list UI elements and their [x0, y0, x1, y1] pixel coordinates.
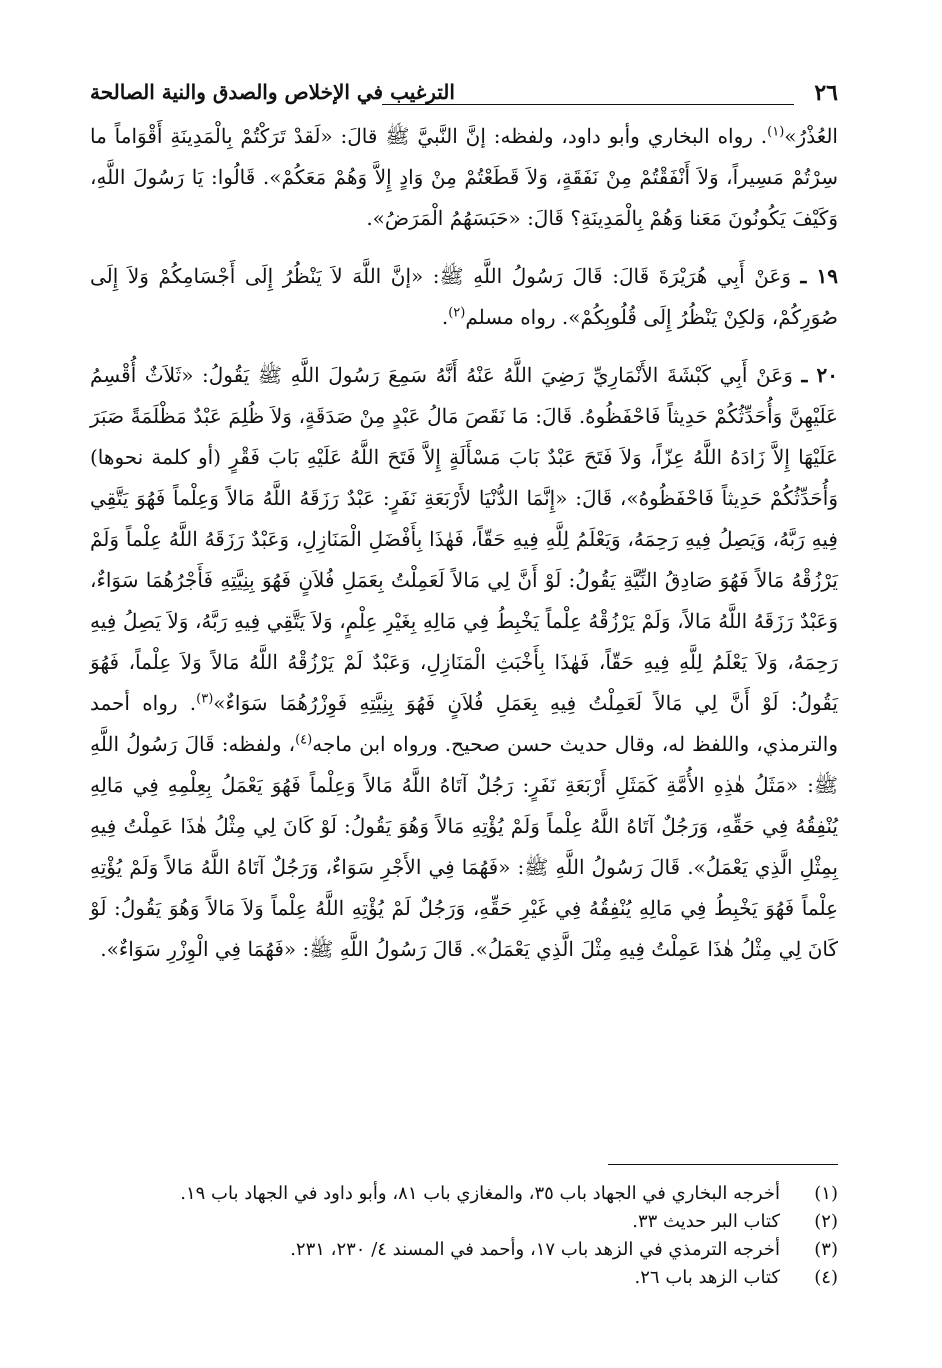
footnote-text: أخرجه الترمذي في الزهد باب ١٧، وأحمد في المسند ٤/ ٢٣٠، ٢٣١. [290, 1239, 780, 1260]
paragraph-text: ، ولفظه: قَالَ رَسُولُ اللَّهِ ﷺ: «مَثَلُ هٰذِهِ الأُمَّةِ كَمَثَلِ أَرْبَعَةِ نَفَرٍ: رَجُلٌ آتَاهُ اللَّهُ مَالاً وَعِلْماً فَهُوَ يَعْمَلُ بِعِلْمِهِ فِي مَالِهِ يُنْفِقُهُ فِي حَقِّهِ، وَرَجُلٌ آتَاهُ اللَّهُ عِلْماً وَلَمْ يُؤْتِهِ مَالاً وَهُوَ يَقُولُ: لَوْ كَانَ لِي مِثْلُ هٰذَا عَمِلْتُ فِيهِ بِمِثْلِ الَّذِي يَعْمَلُ». قَالَ رَسُولُ اللَّهِ ﷺ: «فَهُمَا فِي الأَجْرِ سَوَاءٌ، وَرَجُلٌ آتَاهُ اللَّهُ مَالاً وَلَمْ يُؤْتِهِ عِلْماً فَهُوَ يَخْبِطُ فِي مَالِهِ يُنْفِقُهُ فِي غَيْرِ حَقِّهِ، وَرَجُلٌ لَمْ يُؤْتِهِ اللَّهُ عِلْماً وَلاَ مَالاً وَهُوَ يَقُولُ: لَوْ كَانَ لِي مِثْلُ هٰذَا عَمِلْتُ فِيهِ مِثْلَ الَّذِي يَعْمَلُ». قَالَ رَسُولُ اللَّهِ ﷺ: «فَهُمَا فِي الْوِزْرِ سَوَاءٌ». [90, 732, 838, 961]
paragraph-text: . رواه أحمد والترمذي، واللفظ له، وقال حديث حسن صحيح. ورواه ابن ماجه [90, 691, 838, 756]
footnote [90, 1236, 838, 1264]
paragraph-text: وَعَنْ أَبِي كَبْشَةَ الأَنْمَارِيِّ رَضِيَ اللَّهُ عَنْهُ أَنَّهُ سَمِعَ رَسُولَ اللَّهِ ﷺ يَقُولُ: «ثَلاَثٌ أُقْسِمُ عَلَيْهِنَّ وَأُحَدِّثُكُمْ حَدِيثاً فَاحْفَظُوهُ. قَالَ: مَا نَقَصَ مَالُ عَبْدٍ مِنْ صَدَقَةٍ، وَلاَ ظُلِمَ عَبْدٌ مَظْلَمَةً صَبَرَ عَلَيْهَا إِلاَّ زَادَهُ اللَّهُ عِزّاً، وَلاَ فَتَحَ عَبْدٌ بَابَ مَسْأَلَةٍ إِلاَّ فَتَحَ اللَّهُ عَلَيْهِ بَابَ فَقْرٍ (أو كلمة نحوها) وَأُحَدِّثُكُمْ حَدِيثاً فَاحْفَظُوهُ»، قَالَ: «إِنَّمَا الدُّنْيَا لأَرْبَعَةِ نَفَرٍ: عَبْدٌ رَزَقَهُ اللَّهُ مَالاً وَعِلْماً فَهُوَ يَتَّقِي فِيهِ رَبَّهُ، وَيَصِلُ فِيهِ رَحِمَهُ، وَيَعْلَمُ لِلَّهِ فِيهِ حَقّاً، فَهٰذَا بِأَفْضَلِ الْمَنَازِلِ، وَعَبْدٌ رَزَقَهُ اللَّهُ عِلْماً وَلَمْ يَرْزُقْهُ مَالاً فَهُوَ صَادِقُ النِّيَّةِ يَقُولُ: لَوْ أَنَّ لِي مَالاً لَعَمِلْتُ بِعَمَلِ فُلاَنٍ فَهُوَ بِنِيَّتِهِ فَأَجْرُهُمَا سَوَاءٌ، وَعَبْدٌ رَزَقَهُ اللَّهُ مَالاً، وَلَمْ يَرْزُقْهُ عِلْماً يَخْبِطُ فِي مَالِهِ بِغَيْرِ عِلْمٍ، وَلاَ يَتَّقِي فِيهِ رَبَّهُ، وَلاَ يَصِلُ فِيهِ رَحِمَهُ، وَلاَ يَعْلَمُ لِلَّهِ فِيهِ حَقّاً، فَهٰذَا بِأَخْبَثِ الْمَنَازِلِ، وَعَبْدٌ لَمْ يَرْزُقْهُ اللَّهُ مَالاً وَلاَ عِلْماً، فَهُوَ يَقُولُ: لَوْ أَنَّ لِي مَالاً لَعَمِلْتُ فِيهِ بِعَمَلِ فُلاَنٍ فَهُوَ بِنِيَّتِهِ فَوِزْرُهُمَا سَوَاءٌ» [90, 363, 838, 715]
book-page [90, 72, 838, 1332]
hadith-19 [90, 256, 838, 338]
footnote-number: (١) [814, 1183, 838, 1204]
footnote-text: كتاب البر حديث ٣٣. [632, 1211, 780, 1232]
footnote-ref: (٤) [295, 732, 313, 748]
footnote [90, 1180, 838, 1208]
footnote-number: (٢) [814, 1211, 838, 1232]
footnotes [90, 1180, 838, 1292]
footnote [90, 1208, 838, 1236]
body-text [90, 116, 838, 970]
footnote-ref: (٢) [448, 305, 466, 321]
paragraph-text: . [441, 305, 449, 329]
running-head [90, 72, 838, 116]
footnote-ref: (٣) [196, 691, 214, 707]
chapter-title: الترغيب في الإخلاص والصدق والنية الصالحة [90, 80, 455, 104]
footnote-text: أخرجه البخاري في الجهاد باب ٣٥، والمغازي باب ٨١، وأبو داود في الجهاد باب ١٩. [180, 1183, 780, 1204]
hadith-number: ٢٠ ـ [801, 363, 838, 387]
footnote [90, 1264, 838, 1292]
footnote-number: (٤) [814, 1267, 838, 1288]
header-rule [382, 104, 794, 105]
paragraph-text: . رواه البخاري وأبو داود، ولفظه: إنَّ النَّبيَّ ﷺ قالَ: «لَقدْ تَرَكْتُمْ بِالْمَدِينَةِ أَقْوَاماً ما سِرْتُمْ مَسِيراً، وَلاَ أَنْفَقْتُمْ مِنْ نَفَقَةٍ، وَلاَ قَطَعْتُمْ مِنْ وَادٍ إِلاَّ وَهُمْ مَعَكُمْ». قَالُوا: يَا رَسُولَ اللَّهِ، وَكَيْفَ يَكُونُونَ مَعَنا وَهُمْ بِالْمَدِينَةِ؟ قَالَ: «حَبَسَهُمُ الْمَرَضُ». [90, 124, 838, 230]
footnote-ref: (١) [767, 124, 785, 140]
footnote-separator [608, 1164, 838, 1165]
footnote-number: (٣) [814, 1239, 838, 1260]
hadith-number: ١٩ ـ [800, 264, 839, 288]
footnote-text: كتاب الزهد باب ٢٦. [634, 1267, 780, 1288]
page-number: ٢٦ [814, 80, 838, 106]
paragraph-continuation [90, 116, 838, 239]
paragraph-text: وَعَنْ أَبِي هُرَيْرَةَ قَالَ: قَالَ رَسُولُ اللَّهِ ﷺ: «إنَّ اللَّهَ لاَ يَنْظُرُ إِلَى أَجْسَامِكُمْ وَلاَ إِلَى صُوَرِكُمْ، وَلكِنْ يَنْظُرُ إِلَى قُلُوبِكُمْ». رواه مسلم [90, 264, 838, 329]
paragraph-text: العُذْرُ» [784, 124, 838, 148]
hadith-20 [90, 355, 838, 970]
